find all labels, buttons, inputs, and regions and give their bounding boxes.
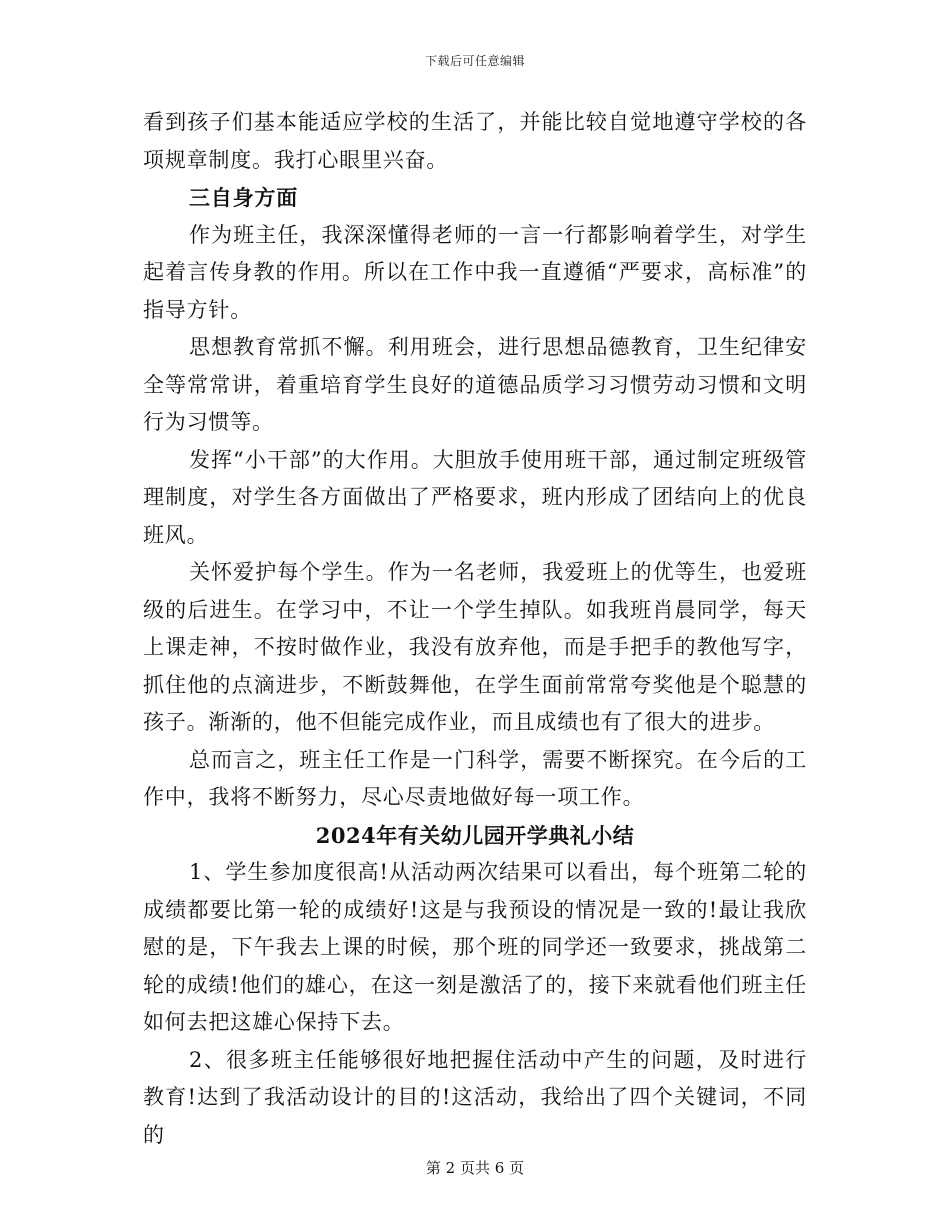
page-header: 下载后可任意编辑 — [424, 54, 525, 68]
paragraph-point-2: 2、很多班主任能够很好地把握住活动中产生的问题，及时进行教育!达到了我活动设计的目的!这活动，我给出了四个关键词，不同的 — [143, 1047, 807, 1147]
page-footer: 第 2 页共 6 页 — [425, 1159, 525, 1177]
paragraph-point-1: 1、学生参加度很高!从活动两次结果可以看出，每个班第二轮的成绩都要比第一轮的成绩好!这是与我预设的情况是一致的!最让我欣慰的是，下午我去上课的时候，那个班的同学还一致要求，挑战第二轮的成绩!他们的雄心，在这一刻是激活了的，接下来就看他们班主任如何去把这雄心保持下去。 — [143, 860, 807, 1034]
paragraph-cadres: 发挥“小干部”的大作用。大胆放手使用班干部，通过制定班级管理制度，对学生各方面做出了严格要求，班内形成了团结向上的优良班风。 — [143, 447, 807, 547]
document-body — [143, 104, 807, 1154]
paragraph-ideology: 思想教育常抓不懈。利用班会，进行思想品德教育，卫生纪律安全等常常讲，着重培育学生良好的道德品质学习习惯劳动习惯和文明行为习惯等。 — [143, 335, 807, 434]
section-heading: 三自身方面 — [189, 185, 298, 210]
paragraph-care: 关怀爱护每个学生。作为一名老师，我爱班上的优等生，也爱班级的后进生。在学习中，不让一个学生掉队。如我班肖晨同学，每天上课走神，不按时做作业，我没有放弃他，而是手把手的教他写字，抓住他的点滴进步，不断鼓舞他，在学生面前常常夸奖他是个聪慧的孩子。渐渐的，他不但能完成作业，而且成绩也有了很大的进步。 — [143, 560, 807, 734]
document-title: 2024年有关幼儿园开学典礼小结 — [315, 822, 635, 848]
paragraph-role: 作为班主任，我深深懂得老师的一言一行都影响着学生，对学生起着言传身教的作用。所以在工作中我一直遵循“严要求，高标准”的指导方针。 — [143, 222, 807, 322]
paragraph-continuation: 看到孩子们基本能适应学校的生活了，并能比较自觉地遵守学校的各项规章制度。我打心眼里兴奋。 — [143, 110, 807, 172]
paragraph-summary: 总而言之，班主任工作是一门科学，需要不断探究。在今后的工作中，我将不断努力，尽心尽责地做好每一项工作。 — [143, 747, 807, 809]
